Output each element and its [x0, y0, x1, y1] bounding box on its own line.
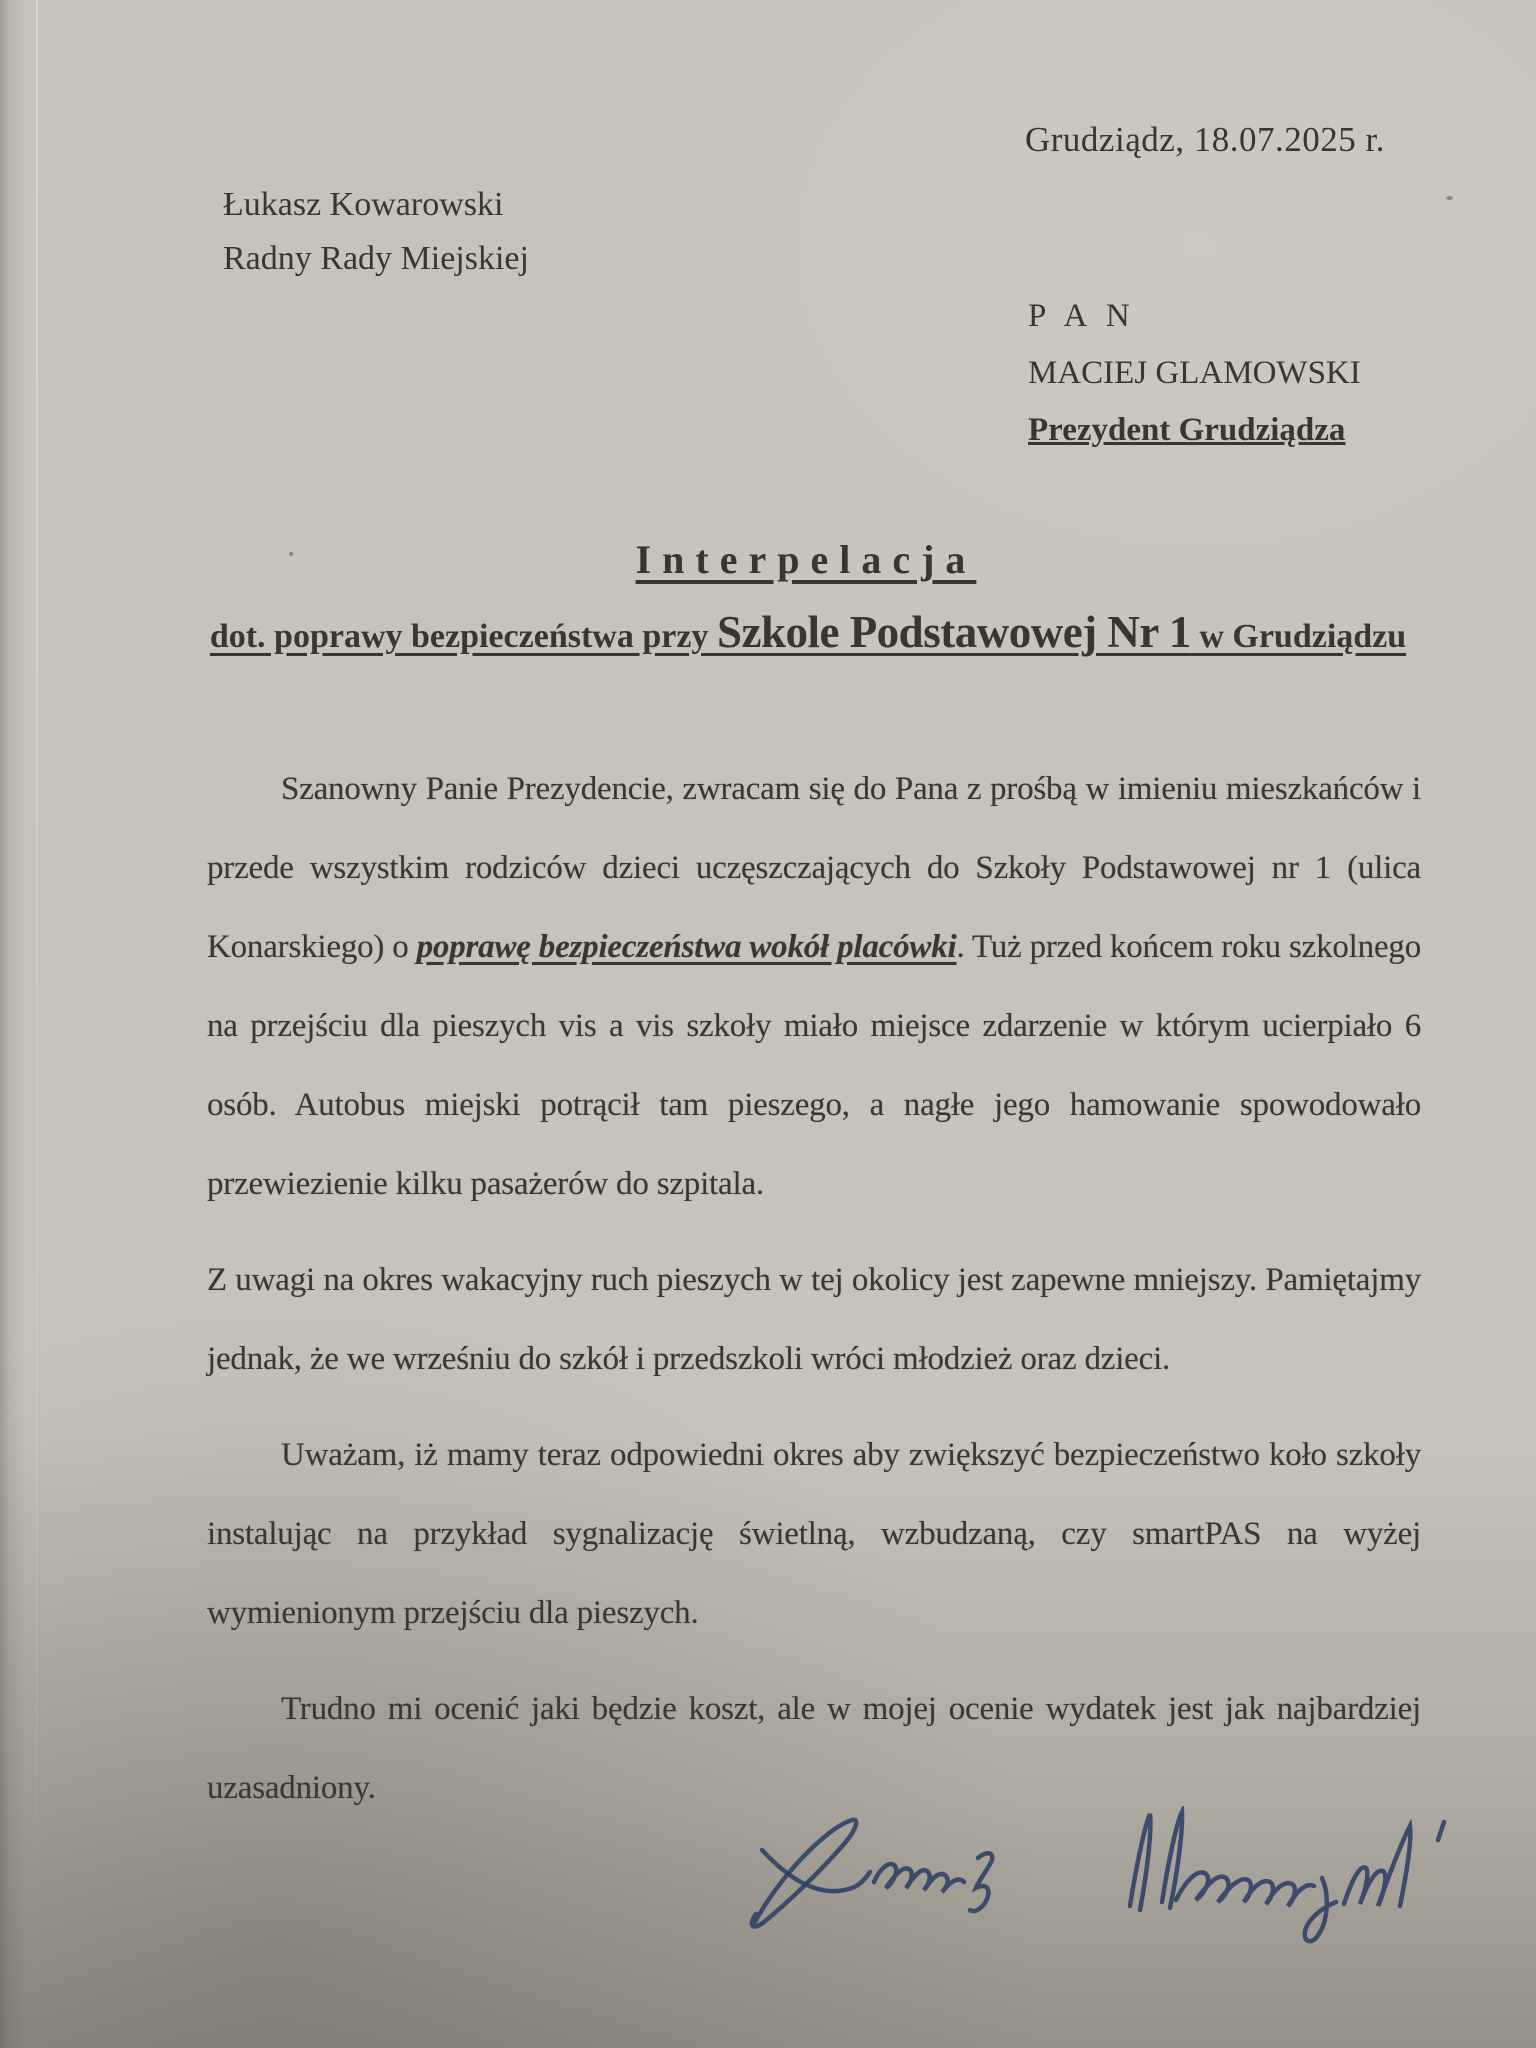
recipient-name: MACIEJ GLAMOWSKI: [1028, 355, 1361, 391]
subject-suffix: w Grudziądzu: [1190, 618, 1407, 655]
sender-name: Łukasz Kowarowski: [223, 186, 504, 223]
paragraph-1-emphasis: poprawę bezpieczeństwa wokół placówki: [416, 929, 957, 965]
paragraph-3: Uważam, iż mamy teraz odpowiedni okres aby zwiększyć bezpieczeństwo koło szkoły instalując na przykład sygnalizację świetlną, wzbudzaną, czy smartPAS na wyżej wymienionym przejściu dla pieszych.: [207, 1437, 1421, 1631]
sender-block: [223, 178, 529, 286]
paper-edge-line: [36, 0, 38, 2048]
letter-subject: [209, 607, 1407, 657]
recipient-title: Prezydent Grudziądza: [1028, 412, 1346, 448]
paragraph-2: Z uwagi na okres wakacyjny ruch pieszych w tej okolicy jest zapewne mniejszy. Pamiętajmy jednak, że we wrześniu do szkół i przedszkoli wróci młodzież oraz dzieci.: [207, 1262, 1421, 1377]
date-line: Grudziądz, 18.07.2025 r.: [1025, 120, 1385, 159]
letter-heading-row: [38, 536, 1536, 583]
paragraph-1-after: . Tuż przed końcem roku szkolnego na przejściu dla pieszych vis a vis szkoły miało miejsce zdarzenie w którym ucierpiało 6 osób. Autobus miejski potrącił tam pieszego, a nagłe jego hamowanie spowodowało przewiezienie kilku pasażerów do szpitala.: [207, 929, 1421, 1202]
subject-prefix: dot. poprawy bezpieczeństwa przy: [209, 618, 717, 655]
letter-subject-row: [40, 606, 1536, 658]
handwritten-signature: [738, 1806, 1462, 2048]
paragraph-1: [207, 750, 1421, 1224]
subject-school-name: Szkole Podstawowej Nr 1: [716, 607, 1191, 657]
recipient-block: [1028, 288, 1361, 459]
letter-body: [207, 750, 1421, 1845]
paragraph-4: Trudno mi ocenić jaki będzie koszt, ale w mojej ocenie wydatek jest jak najbardziej uzasadniony.: [207, 1691, 1421, 1806]
sender-title: Radny Rady Miejskiej: [223, 240, 529, 277]
paragraph-1-before: Szanowny Panie Prezydencie, zwracam się do Pana z prośbą w imieniu mieszkańców i przede wszystkim rodziców dzieci uczęszczających do Szkoły Podstawowej nr 1 (ulica Konarskiego) o: [207, 771, 1421, 965]
recipient-salutation: P A N: [1028, 298, 1136, 334]
letter-heading: Interpelacja: [635, 537, 977, 582]
paper-speck: [1446, 196, 1453, 200]
